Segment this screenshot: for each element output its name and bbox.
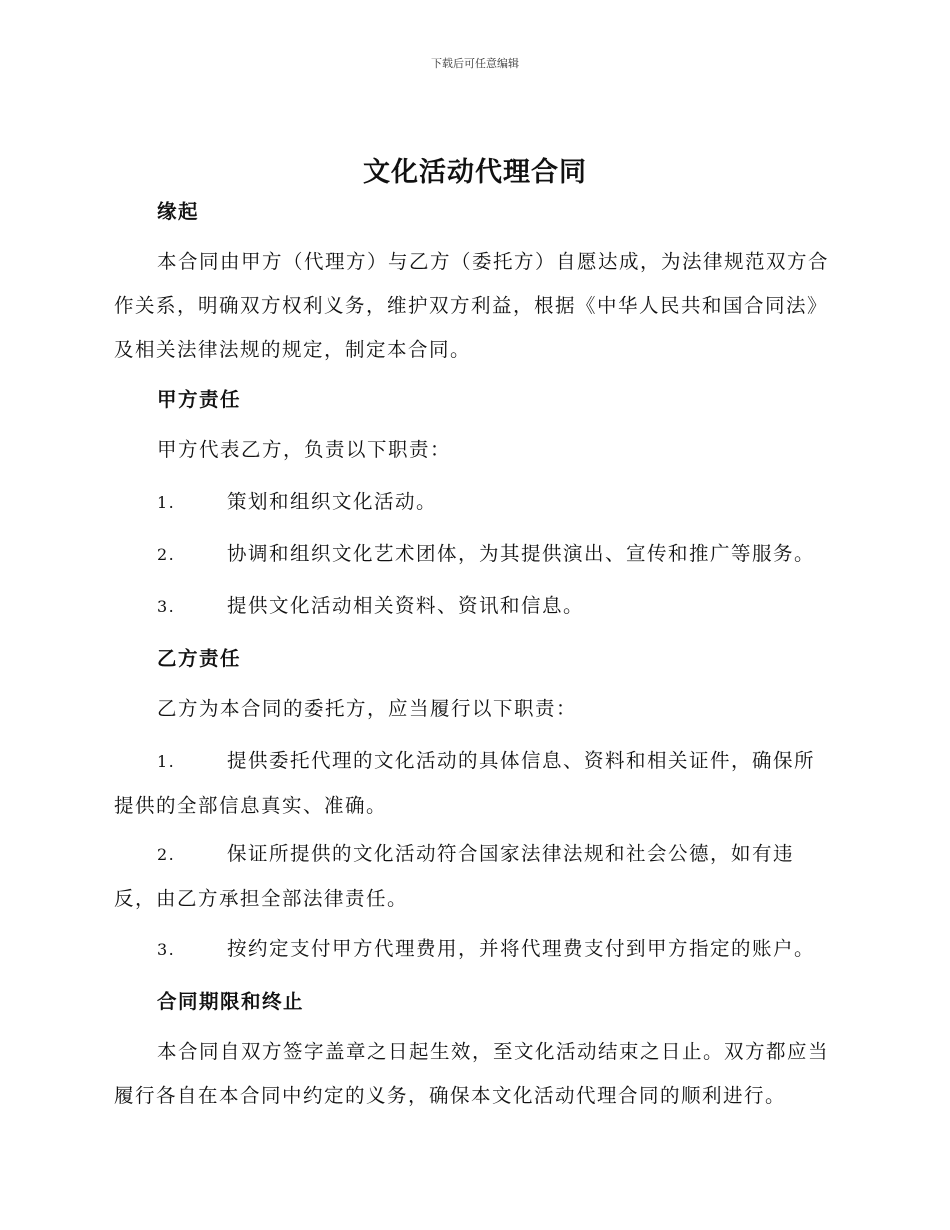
party-b-intro-block: [114, 687, 834, 731]
party-a-intro-block: [114, 428, 834, 472]
section-heading-term: 合同期限和终止: [157, 990, 305, 1013]
origin-paragraph-block: [114, 240, 834, 372]
party-b-item: [114, 832, 834, 921]
party-b-item: [114, 927, 834, 972]
party-a-item: [114, 584, 834, 629]
party-b-item: [114, 739, 834, 828]
item-text: 提供文化活动相关资料、资讯和信息。: [227, 594, 585, 617]
term-paragraph: 本合同自双方签字盖章之日起生效，至文化活动结束之日止。双方都应当履行各自在本合同中约定的义务，确保本文化活动代理合同的顺利进行。: [114, 1040, 830, 1107]
section-heading-origin: 缘起: [157, 200, 200, 223]
item-number: 1.: [157, 493, 176, 512]
origin-paragraph: 本合同由甲方（代理方）与乙方（委托方）自愿达成，为法律规范双方合作关系，明确双方权利义务，维护双方利益，根据《中华人民共和国合同法》及相关法律法规的规定，制定本合同。: [114, 250, 830, 361]
item-number: 1.: [157, 752, 176, 771]
item-text: 策划和组织文化活动。: [227, 490, 438, 513]
party-a-item: [114, 480, 834, 525]
item-number: 2.: [157, 845, 176, 864]
section-heading-party-a: 甲方责任: [157, 388, 242, 411]
party-a-item: [114, 532, 834, 577]
item-text: 保证所提供的文化活动符合国家法律法规和社会公德，如有违反，由乙方承担全部法律责任。: [114, 842, 795, 910]
document-title: 文化活动代理合同: [363, 157, 587, 188]
term-paragraph-block: [114, 1030, 834, 1118]
party-a-intro: 甲方代表乙方，负责以下职责：: [157, 438, 452, 461]
item-number: 2.: [157, 545, 176, 564]
header-note: 下载后可任意编辑: [431, 57, 519, 70]
item-number: 3.: [157, 597, 176, 616]
item-text: 提供委托代理的文化活动的具体信息、资料和相关证件，确保所提供的全部信息真实、准确。: [114, 749, 816, 817]
item-text: 协调和组织文化艺术团体，为其提供演出、宣传和推广等服务。: [227, 542, 816, 565]
item-text: 按约定支付甲方代理费用，并将代理费支付到甲方指定的账户。: [227, 937, 816, 960]
item-number: 3.: [157, 940, 176, 959]
party-b-intro: 乙方为本合同的委托方，应当履行以下职责：: [157, 697, 578, 720]
section-heading-party-b: 乙方责任: [157, 647, 242, 670]
